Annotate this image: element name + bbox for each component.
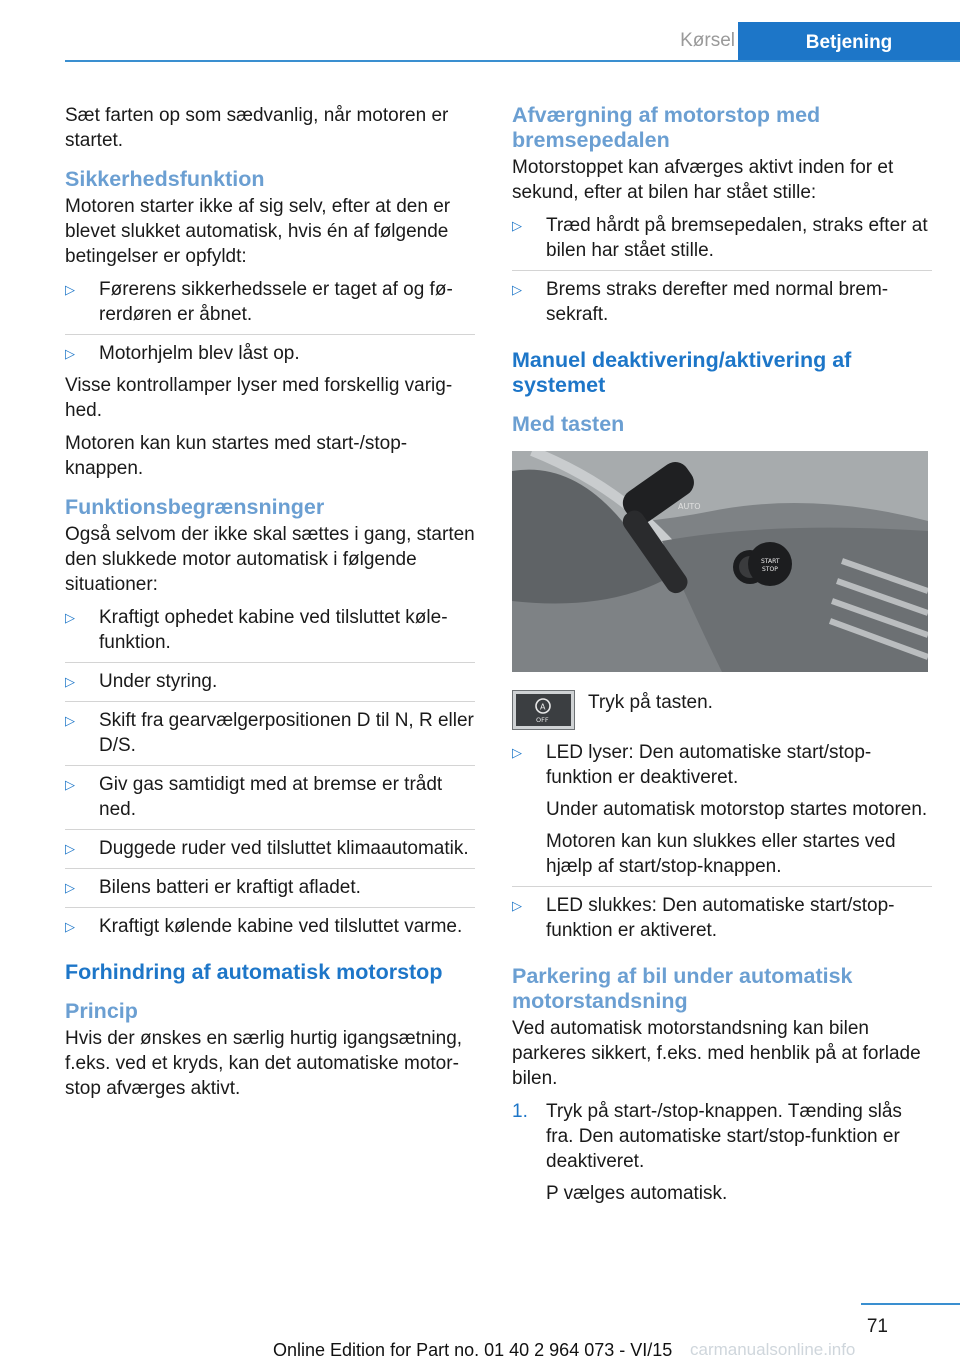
triangle-bullet-icon: ▷ <box>65 346 75 361</box>
right-column <box>512 103 932 1213</box>
parkering-paragraph: Ved automatisk motorstandsning kan bilen parkeres sikkert, f.eks. med henblik på at forlade bilen. <box>512 1018 921 1089</box>
page-number: 71 <box>866 1316 888 1337</box>
kontrollamper-paragraph: Visse kontrollamper lyser med forskellig varighed. <box>65 375 453 421</box>
list-item <box>65 605 475 662</box>
triangle-bullet-icon: ▷ <box>65 841 75 856</box>
afvaergning-paragraph: Motorstoppet kan afværges aktivt inden for et sekund, efter at bilen har stået stille: <box>512 157 894 203</box>
list-item-text: LED lyser: Den automatiske start/stop-funktion er deaktiveret. <box>546 742 872 788</box>
page-header <box>65 0 960 62</box>
triangle-bullet-icon: ▷ <box>65 674 75 689</box>
list-item-subtext: Motoren kan kun slukkes eller startes ved hjælp af start/stop-knappen. <box>546 831 896 877</box>
icon-off-label: OFF <box>536 716 549 724</box>
list-item-text: Under styring. <box>99 671 218 692</box>
watermark: carmanualsonline.info <box>690 1340 856 1359</box>
footer-divider <box>861 1303 960 1305</box>
dashboard-photo <box>512 451 928 672</box>
triangle-bullet-icon: ▷ <box>512 282 522 297</box>
triangle-bullet-icon: ▷ <box>512 218 522 233</box>
triangle-bullet-icon: ▷ <box>65 777 75 792</box>
heading-manuel: Manuel deaktivering/aktivering af systemet <box>512 348 852 397</box>
list-item-text: Giv gas samtidigt med at bremse er trådt ned. <box>99 774 443 820</box>
heading-med-tasten: Med tasten <box>512 412 625 436</box>
triangle-bullet-icon: ▷ <box>65 610 75 625</box>
list-item-text: Tryk på start-/stop-knappen. Tænding slås fra. Den automatiske start/stop-funktion er deaktiveret. <box>546 1101 902 1172</box>
header-divider <box>65 60 960 62</box>
triangle-bullet-icon: ▷ <box>65 713 75 728</box>
list-item-text: Duggede ruder ved tilsluttet klimaautomatik. <box>99 838 469 859</box>
svg-text:A: A <box>540 702 546 712</box>
photo-start-label: START <box>761 558 780 565</box>
list-item <box>65 701 475 765</box>
list-item <box>512 270 932 334</box>
triangle-bullet-icon: ▷ <box>512 745 522 760</box>
list-item <box>65 662 475 701</box>
icon-caption: Tryk på tasten. <box>588 692 713 713</box>
funktion-paragraph: Også selvom der ikke skal sættes i gang, starten den slukkede motor automatisk i følgende situationer: <box>65 524 475 595</box>
parkering-steps <box>512 1099 932 1213</box>
heading-sikkerhedsfunktion: Sikkerhedsfunktion <box>65 167 265 191</box>
afvaergning-list <box>512 213 932 334</box>
list-item-text: Brems straks derefter med normal bremsekraft. <box>546 279 889 325</box>
tab-korsel[interactable]: Kørsel <box>680 30 735 51</box>
list-item <box>65 334 475 373</box>
left-column <box>65 103 475 1109</box>
list-item <box>512 213 932 270</box>
heading-parkering: Parkering af bil under automatisk motorstandsning <box>512 964 853 1013</box>
list-item-text: Kraftigt ophedet kabine ved tilsluttet kølefunktion. <box>99 607 448 653</box>
list-item <box>65 765 475 829</box>
list-item-text: Bilens batteri er kraftigt afladet. <box>99 877 361 898</box>
tab-betjening[interactable]: Betjening <box>738 22 960 62</box>
list-item-text: Kraftigt kølende kabine ved tilsluttet varme. <box>99 916 463 937</box>
list-item <box>65 829 475 868</box>
list-item <box>65 868 475 907</box>
triangle-bullet-icon: ▷ <box>65 880 75 895</box>
list-item <box>65 907 475 946</box>
list-item <box>512 740 932 886</box>
princip-paragraph: Hvis der ønskes en særlig hurtig igangsætning, f.eks. ved et kryds, kan det automatiske motorstop afværges aktivt. <box>65 1028 463 1099</box>
list-item-text: LED slukkes: Den automatiske start/stop-funktion er aktiveret. <box>546 895 895 941</box>
list-item-text: Førerens sikkerhedssele er taget af og førerdøren er åbnet. <box>99 279 453 325</box>
triangle-bullet-icon: ▷ <box>512 898 522 913</box>
list-item-text: Motorhjelm blev låst op. <box>99 343 300 364</box>
sikkerhed-paragraph: Motoren starter ikke af sig selv, efter at den er blevet slukket automatisk, hvis én af følgende betingelser er opfyldt: <box>65 196 451 267</box>
step-number: 1. <box>512 1101 528 1122</box>
list-item <box>512 886 932 950</box>
heading-princip: Princip <box>65 999 138 1023</box>
auto-start-stop-off-icon <box>512 690 575 730</box>
auto-start-stop-button-row <box>512 690 932 730</box>
sikkerhed-list <box>65 277 475 373</box>
list-item-text: Skift fra gearvælgerpositionen D til N, R eller D/S. <box>99 710 474 756</box>
edition-footer: Online Edition for Part no. 01 40 2 964 073 - VI/15 <box>273 1340 673 1360</box>
list-item-subtext: Under automatisk motorstop startes motoren. <box>546 799 928 820</box>
intro-paragraph: Sæt farten op som sædvanlig, når motoren er startet. <box>65 105 449 151</box>
heading-funktionsbegraensninger: Funktionsbegrænsninger <box>65 495 325 519</box>
heading-afvaergning: Afværgning af motorstop med bremsepedalen <box>512 103 821 152</box>
triangle-bullet-icon: ▷ <box>65 919 75 934</box>
funktion-list <box>65 605 475 946</box>
list-item-text: Træd hårdt på bremsepedalen, straks efter at bilen har stået stille. <box>546 215 928 261</box>
triangle-bullet-icon: ▷ <box>65 282 75 297</box>
heading-forhindring: Forhindring af automatisk motorstop <box>65 960 443 984</box>
list-item <box>512 1099 932 1213</box>
startstop-paragraph: Motoren kan kun startes med start-/stop-knappen. <box>65 433 408 479</box>
list-item <box>65 277 475 334</box>
list-item-subtext: P vælges automatisk. <box>546 1183 728 1204</box>
photo-auto-label: AUTO <box>678 502 701 511</box>
led-list <box>512 740 932 950</box>
photo-stop-label: STOP <box>762 566 778 573</box>
